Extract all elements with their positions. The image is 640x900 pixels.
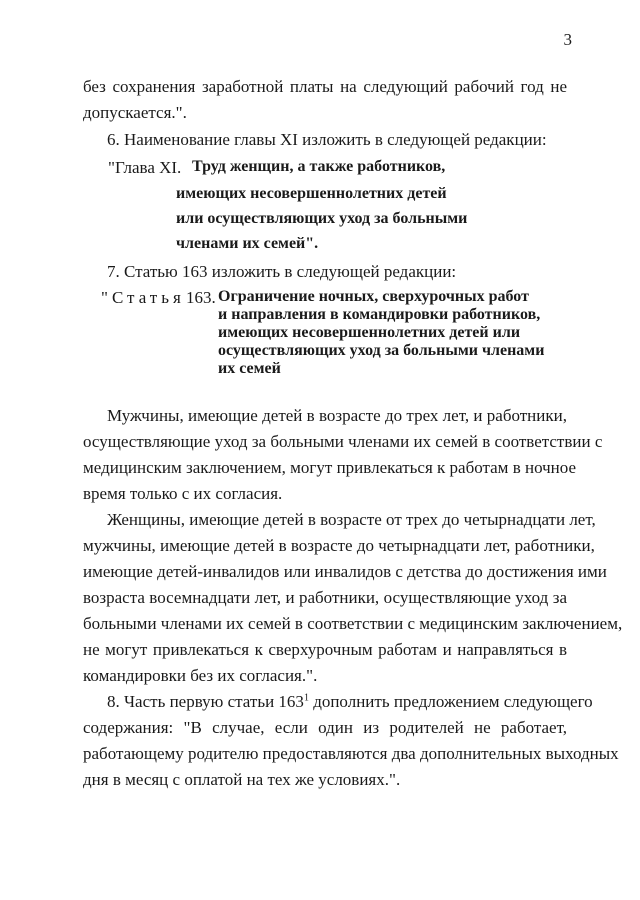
article-word: "Статья bbox=[101, 288, 185, 307]
item8-line-1-end: дополнить предложением следующего bbox=[308, 692, 593, 711]
article-title-line-3: имеющих несовершеннолетних детей или bbox=[218, 324, 521, 341]
para2-line-1: Женщины, имеющие детей в возрасте от трех до четырнадцати лет, bbox=[107, 510, 596, 529]
item8-line-1-start: 8. Часть первую статьи 163 bbox=[107, 692, 304, 711]
article-title-line-2: и направления в командировки работников, bbox=[218, 306, 541, 323]
para1-line-1: Мужчины, имеющие детей в возрасте до трех лет, и работники, bbox=[107, 406, 567, 425]
item8-line-4: дня в месяц с оплатой на тех же условиях.". bbox=[83, 770, 401, 789]
chapter-title-line-1: Труд женщин, а также работников, bbox=[192, 158, 446, 175]
continuation-line-2: допускается.". bbox=[83, 103, 187, 122]
para2-line-2: мужчины, имеющие детей в возрасте до четырнадцати лет, работники, bbox=[83, 536, 595, 555]
para1-line-2: осуществляющие уход за больными членами их семей в соответствии с bbox=[83, 432, 603, 451]
item7-intro: 7. Статью 163 изложить в следующей редакции: bbox=[107, 262, 457, 281]
chapter-title-line-2: имеющих несовершеннолетних детей bbox=[176, 185, 447, 202]
para2-line-4: возраста восемнадцати лет, и работники, осуществляющие уход за bbox=[83, 588, 567, 607]
para2-line-7: командировки без их согласия.". bbox=[83, 666, 318, 685]
continuation-line-1: без сохранения заработной платы на следующий рабочий год не bbox=[83, 77, 567, 96]
item8-superscript: 1 bbox=[303, 692, 309, 704]
chapter-title-line-4: членами их семей". bbox=[176, 235, 319, 252]
item6-intro: 6. Наименование главы XI изложить в следующей редакции: bbox=[107, 130, 547, 149]
item8-line-3: работающему родителю предоставляются два дополнительных выходных bbox=[83, 744, 619, 763]
item8-line-1 bbox=[107, 692, 593, 712]
para2-line-3: имеющие детей-инвалидов или инвалидов с детства до достижения ими bbox=[83, 562, 607, 581]
para1-line-3: медицинским заключением, могут привлекаться к работам в ночное bbox=[83, 458, 577, 477]
chapter-title-line-3: или осуществляющих уход за больными bbox=[176, 210, 468, 227]
chapter-label: "Глава XI. bbox=[108, 158, 182, 177]
article-title-line-4: осуществляющих уход за больными членами bbox=[218, 342, 545, 359]
article-title-line-5: их семей bbox=[218, 360, 281, 377]
article-number: 163. bbox=[186, 288, 216, 307]
para2-line-6: не могут привлекаться к сверхурочным работам и направляться в bbox=[83, 640, 567, 659]
page-number: 3 bbox=[563, 30, 572, 49]
item8-line-2: содержания: "В случае, если один из родителей не работает, bbox=[83, 718, 567, 737]
para2-line-5: больными членами их семей в соответствии с медицинским заключением, bbox=[83, 614, 623, 633]
article-title-line-1: Ограничение ночных, сверхурочных работ bbox=[218, 288, 529, 305]
para1-line-4: время только с их согласия. bbox=[83, 484, 283, 503]
